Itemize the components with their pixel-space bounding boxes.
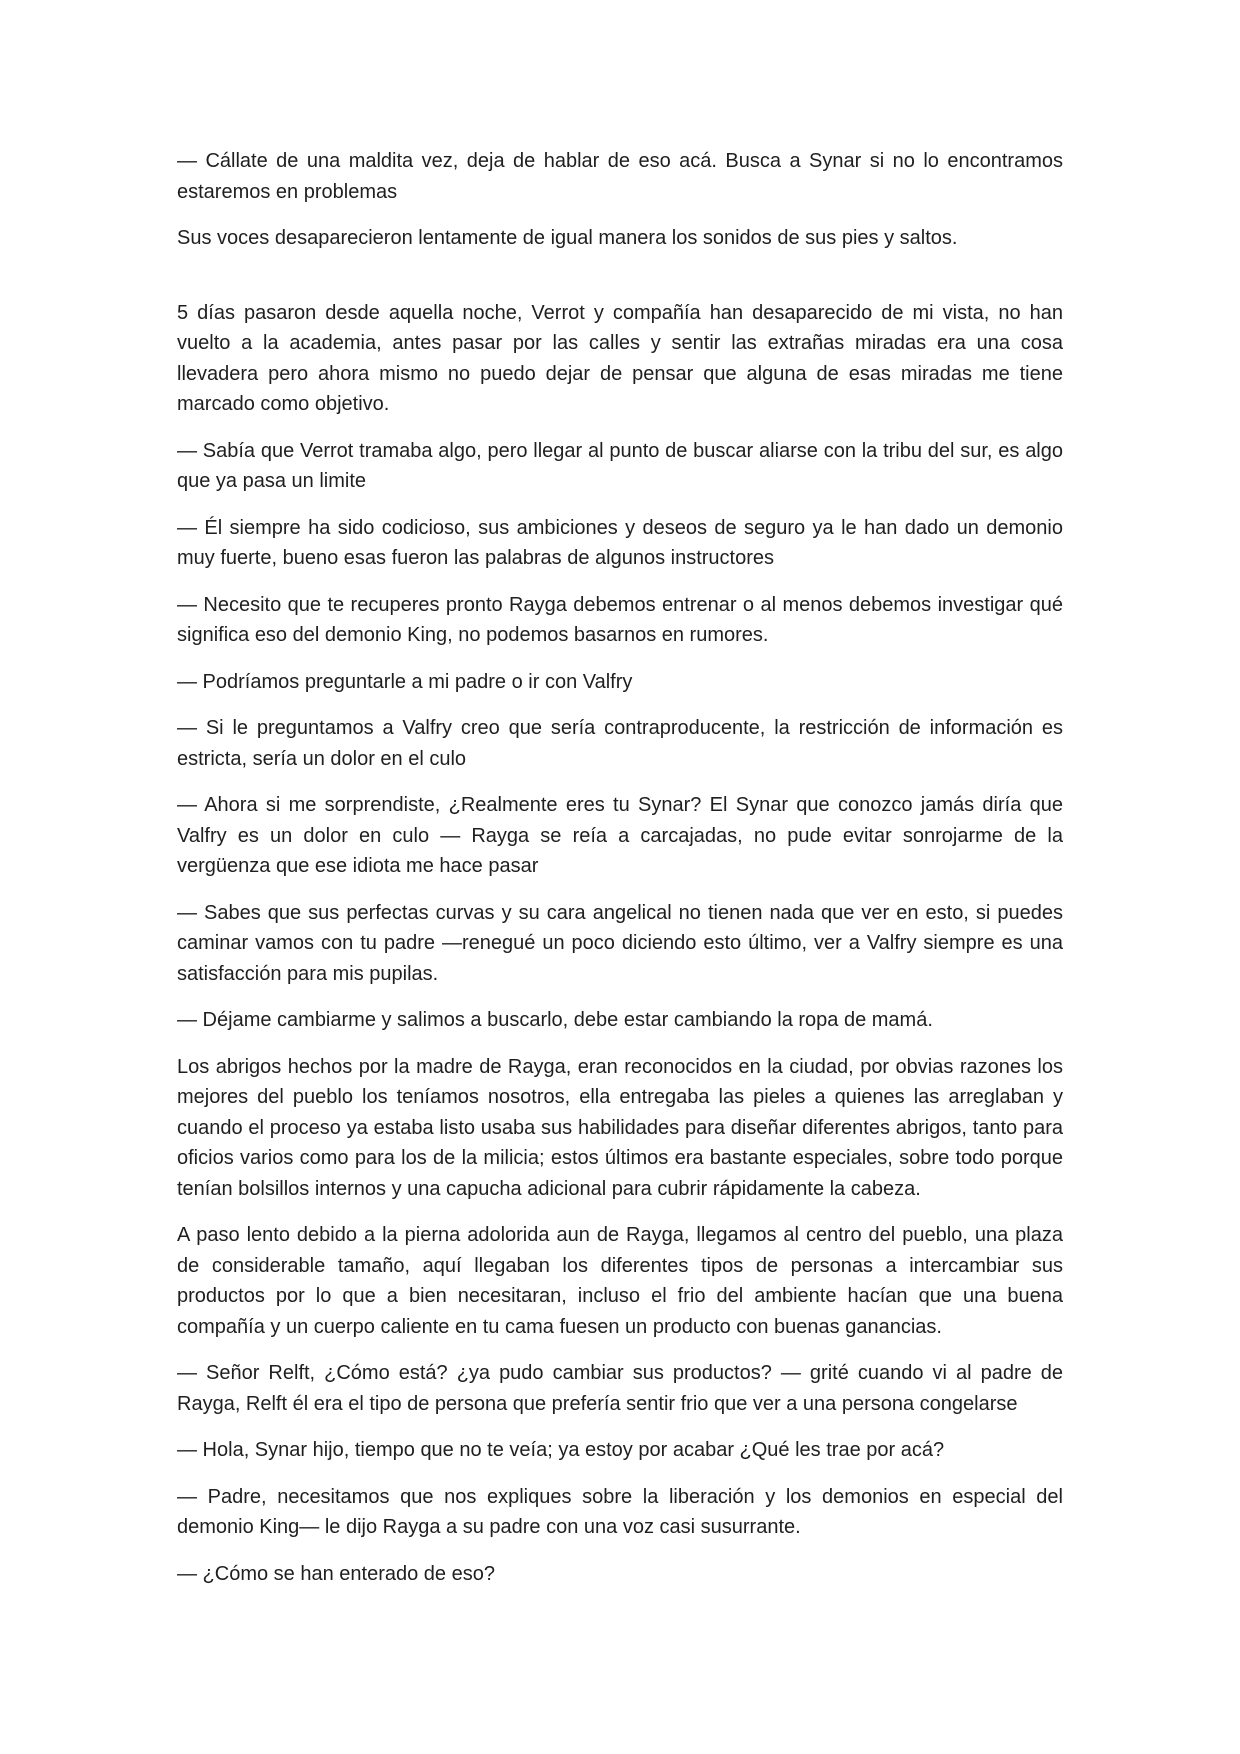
paragraph: — Ahora si me sorprendiste, ¿Realmente eres tu Synar? El Synar que conozco jamás diría que Valfry es un dolor en culo — Rayga se reía a carcajadas, no pude evitar sonrojarme de la vergüenza que ese idiota me hace pasar (177, 794, 1063, 877)
paragraph: — Cállate de una maldita vez, deja de hablar de eso acá. Busca a Synar si no lo encontramos estaremos en problemas (177, 150, 1063, 203)
paragraph: — Sabes que sus perfectas curvas y su cara angelical no tienen nada que ver en esto, si puedes caminar vamos con tu padre —renegué un poco diciendo esto último, ver a Valfry siempre es una satisfacción para mis pupilas. (177, 901, 1063, 985)
paragraph: — Si le preguntamos a Valfry creo que sería contraproducente, la restricción de información es estricta, sería un dolor en el culo (177, 717, 1063, 770)
document-body (177, 146, 1063, 1605)
paragraph: Sus voces desaparecieron lentamente de igual manera los sonidos de sus pies y saltos. (177, 227, 958, 249)
paragraph: — Señor Relft, ¿Cómo está? ¿ya pudo cambiar sus productos? — grité cuando vi al padre de Rayga, Relft él era el tipo de persona que prefería sentir frio que ver a una persona congelarse (177, 1362, 1063, 1415)
paragraph: A paso lento debido a la pierna adolorida aun de Rayga, llegamos al centro del pueblo, una plaza de considerable tamaño, aquí llegaban los diferentes tipos de personas a intercambiar sus productos por lo que a bien necesitaran, incluso el frio del ambiente hacían que una buena compañía y un cuerpo caliente en tu cama fuesen un producto con buenas ganancias. (177, 1224, 1063, 1338)
paragraph: — Hola, Synar hijo, tiempo que no te veía; ya estoy por acabar ¿Qué les trae por acá? (177, 1439, 945, 1461)
paragraph: — Déjame cambiarme y salimos a buscarlo, debe estar cambiando la ropa de mamá. (177, 1009, 933, 1031)
paragraph: Los abrigos hechos por la madre de Rayga, eran reconocidos en la ciudad, por obvias razones los mejores del pueblo los teníamos nosotros, ella entregaba las pieles a quienes las arreglaban y cuando el proceso ya estaba listo usaba sus habilidades para diseñar diferentes abrigos, tanto para oficios varios como para los de la milicia; estos últimos era bastante especiales, sobre todo porque tenían bolsillos internos y una capucha adicional para cubrir rápidamente la cabeza. (177, 1055, 1063, 1200)
paragraph: — Sabía que Verrot tramaba algo, pero llegar al punto de buscar aliarse con la tribu del sur, es algo que ya pasa un limite (177, 439, 1063, 492)
paragraph: 5 días pasaron desde aquella noche, Verrot y compañía han desaparecido de mi vista, no han vuelto a la academia, antes pasar por las calles y sentir las extrañas miradas era una cosa llevadera pero ahora mismo no puedo dejar de pensar que alguna de esas miradas me tiene marcado como objetivo. (177, 301, 1063, 415)
paragraph: — Él siempre ha sido codicioso, sus ambiciones y deseos de seguro ya le han dado un demonio muy fuerte, bueno esas fueron las palabras de algunos instructores (177, 516, 1063, 569)
paragraph: — Necesito que te recuperes pronto Rayga debemos entrenar o al menos debemos investigar qué significa eso del demonio King, no podemos basarnos en rumores. (177, 593, 1063, 646)
paragraph: — Padre, necesitamos que nos expliques sobre la liberación y los demonios en especial del demonio King— le dijo Rayga a su padre con una voz casi susurrante. (177, 1485, 1063, 1538)
paragraph: — Podríamos preguntarle a mi padre o ir con Valfry (177, 670, 633, 693)
paragraph: — ¿Cómo se han enterado de eso? (177, 1562, 495, 1585)
